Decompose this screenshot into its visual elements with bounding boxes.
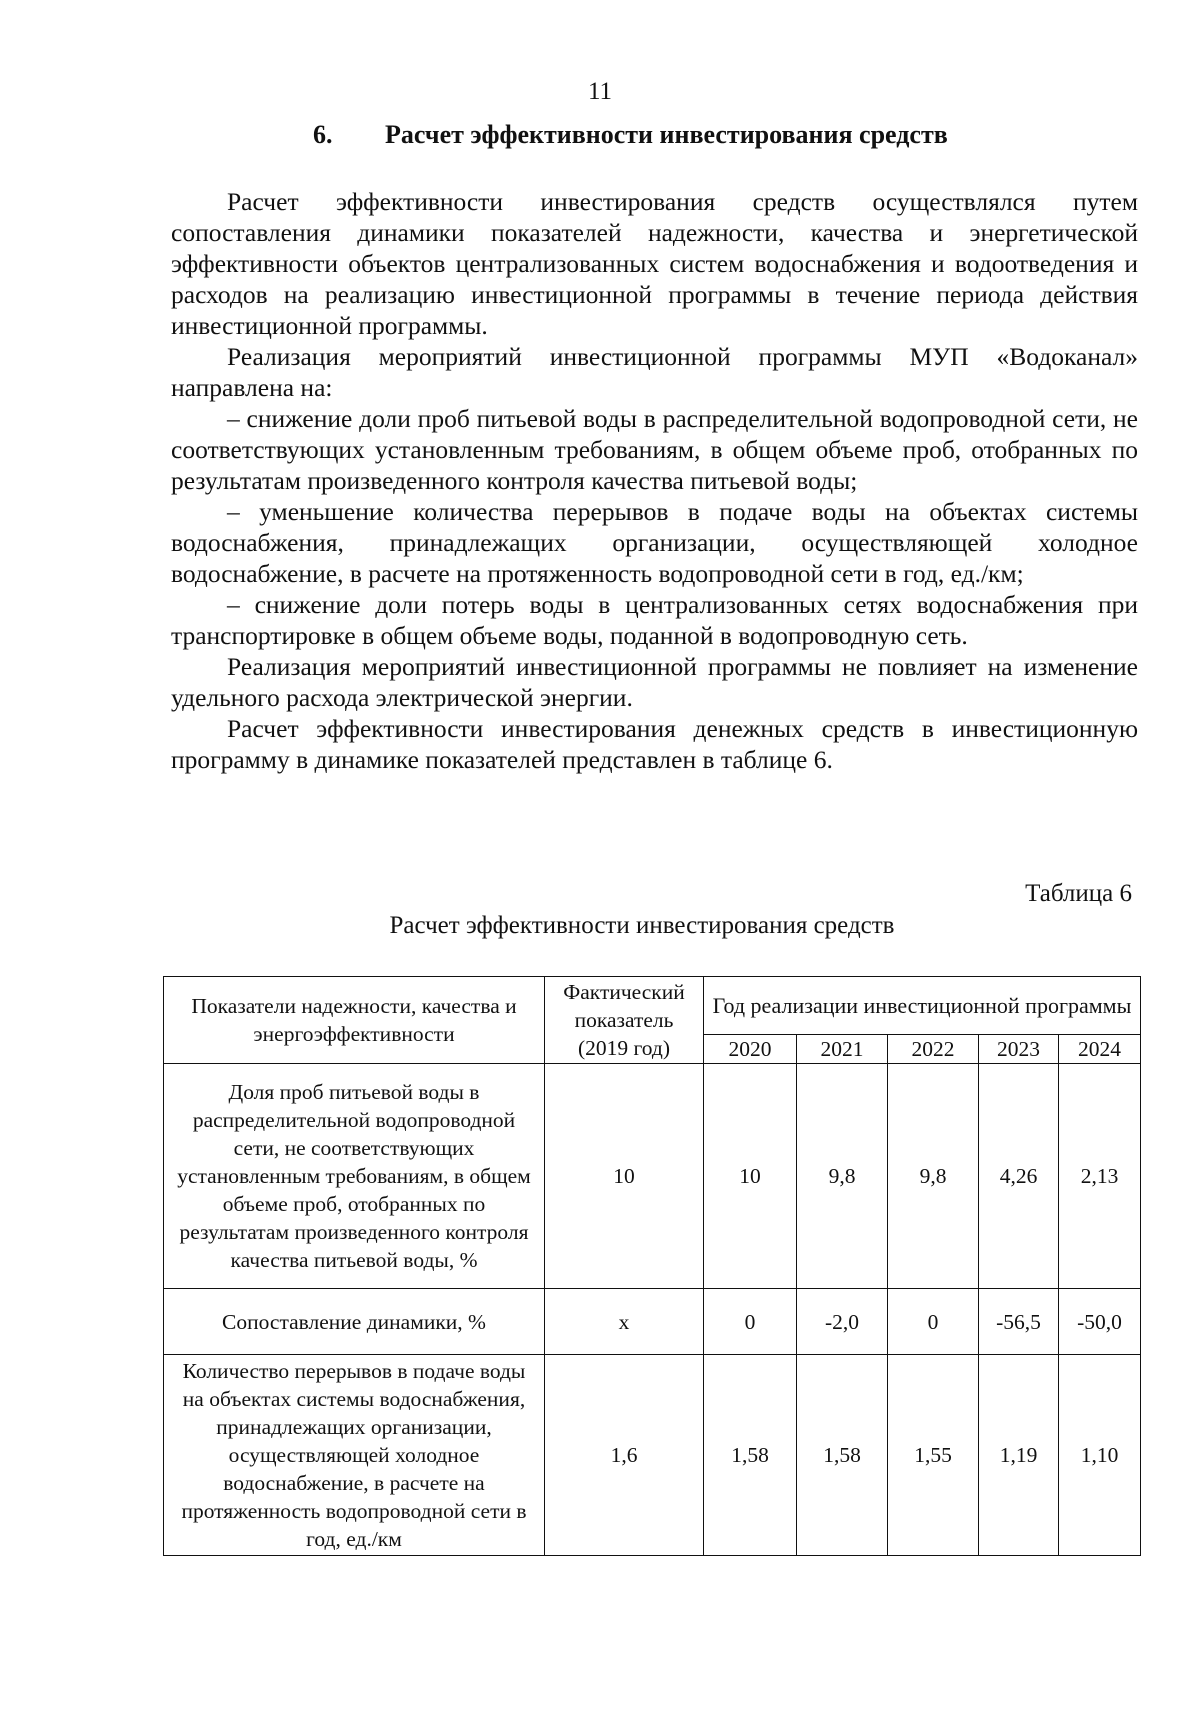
row-indicator: Сопоставление динамики, % [164,1289,545,1355]
row-indicator: Доля проб питьевой воды в распределительной водопроводной сети, не соответствующих установленным требованиям, в общем объеме проб, отобранных по результатам произведенного контроля качества питьевой воды, % [164,1064,545,1289]
row-value: 0 [704,1289,797,1355]
table-title: Расчет эффективности инвестирования средств [389,912,895,939]
row-actual: х [545,1289,704,1355]
table-header-row [164,977,1141,1035]
row-value: 2,13 [1059,1064,1141,1289]
paragraph: Реализация мероприятий инвестиционной программы МУП «Водоканал» направлена на: [171,342,1138,402]
row-indicator: Количество перерывов в подаче воды на объектах системы водоснабжения, принадлежащих организации, осуществляющей холодное водоснабжение, в расчете на протяженность водопроводной сети в год, ед./км [164,1355,545,1556]
row-value: 9,8 [888,1064,979,1289]
header-year: 2020 [704,1035,797,1064]
row-value: 1,19 [979,1355,1059,1556]
row-value: -2,0 [797,1289,888,1355]
row-value: 1,55 [888,1355,979,1556]
header-actual: Фактический показатель (2019 год) [545,977,704,1064]
list-item: – уменьшение количества перерывов в подаче воды на объектах системы водоснабжения, принадлежащих организации, осуществляющей холодное водоснабжение, в расчете на протяженность водопроводной сети в год, ед./км; [171,497,1138,588]
table-row [164,1289,1141,1355]
table-row [164,1355,1141,1556]
body-text [171,186,1138,775]
section-heading [313,120,948,150]
row-actual: 1,6 [545,1355,704,1556]
paragraph: Реализация мероприятий инвестиционной программы не повлияет на изменение удельного расхода электрической энергии. [171,652,1138,712]
header-indicator: Показатели надежности, качества и энергоэффективности [164,977,545,1064]
row-value: -56,5 [979,1289,1059,1355]
table-label: Таблица 6 [1025,880,1132,907]
list-item: – снижение доли проб питьевой воды в распределительной водопроводной сети, не соответствующих установленным требованиям, в общем объеме проб, отобранных по результатам произведенного контроля качества питьевой воды; [171,404,1138,495]
page-number: 11 [587,78,613,105]
section-title: Расчет эффективности инвестирования средств [385,120,948,149]
row-value: 4,26 [979,1064,1059,1289]
paragraph: Расчет эффективности инвестирования средств осуществлялся путем сопоставления динамики показателей надежности, качества и энергетической эффективности объектов централизованных систем водоснабжения и водоотведения и расходов на реализацию инвестиционной программы в течение периода действия инвестиционной программы. [171,187,1138,340]
section-number: 6. [313,120,333,149]
row-value: 1,10 [1059,1355,1141,1556]
table-row [164,1064,1141,1289]
header-year-group: Год реализации инвестиционной программы [704,977,1141,1035]
list-item: – снижение доли потерь воды в централизованных сетях водоснабжения при транспортировке в общем объеме воды, поданной в водопроводную сеть. [171,590,1138,650]
header-year: 2023 [979,1035,1059,1064]
row-value: -50,0 [1059,1289,1141,1355]
row-value: 0 [888,1289,979,1355]
row-value: 9,8 [797,1064,888,1289]
header-year: 2021 [797,1035,888,1064]
paragraph: Расчет эффективности инвестирования денежных средств в инвестиционную программу в динамике показателей представлен в таблице 6. [171,714,1138,774]
row-actual: 10 [545,1064,704,1289]
header-year: 2022 [888,1035,979,1064]
efficiency-table [163,976,1141,1556]
header-year: 2024 [1059,1035,1141,1064]
row-value: 1,58 [797,1355,888,1556]
row-value: 10 [704,1064,797,1289]
row-value: 1,58 [704,1355,797,1556]
